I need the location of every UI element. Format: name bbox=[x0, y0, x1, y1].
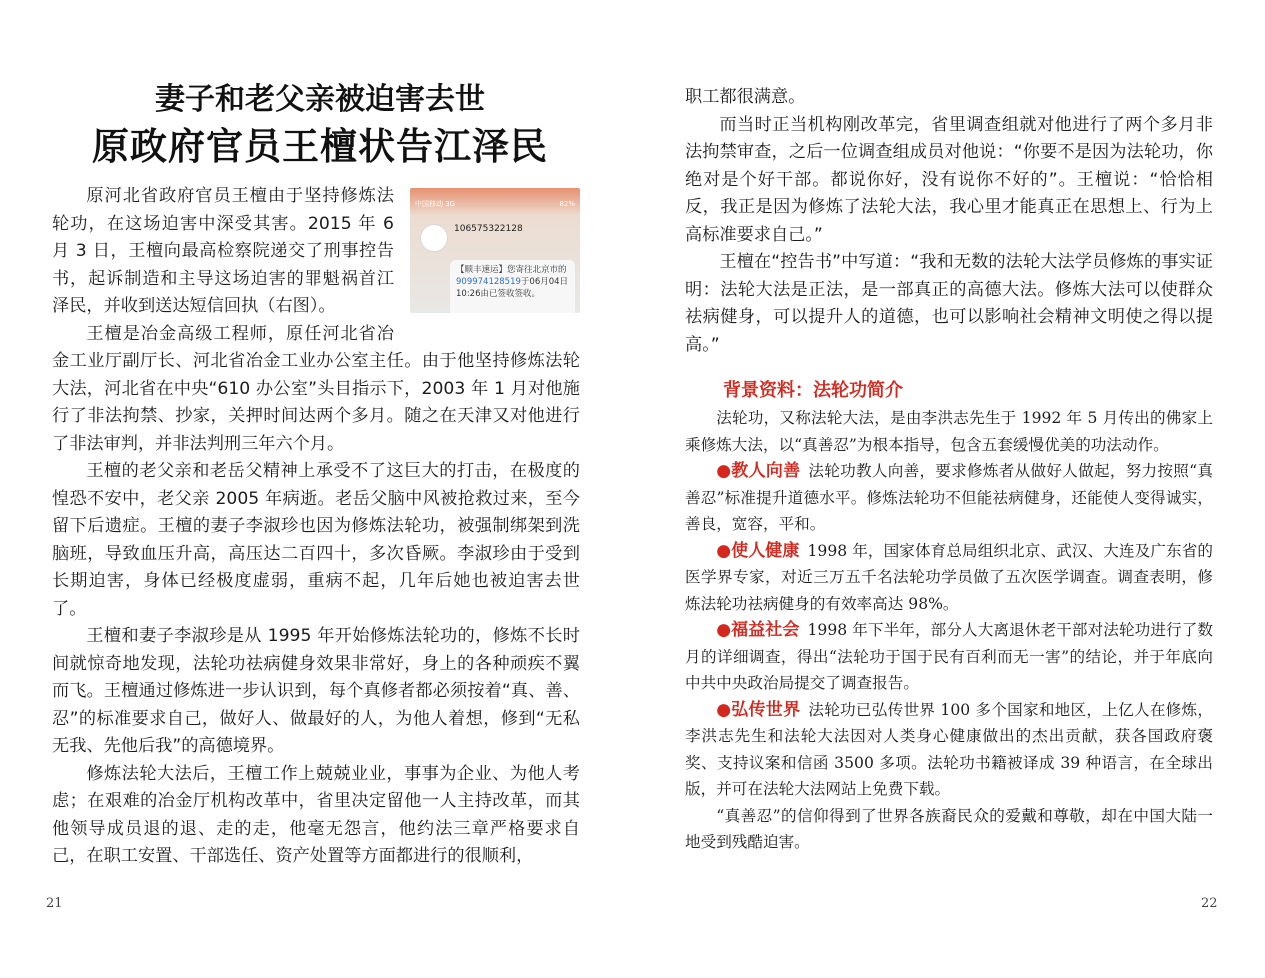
item-text: 1998 年下半年，部分人大离退休老干部对法轮功进行了数月的详细调查，得出“法轮功于国于民有百利而无一害”的结论，并于年底向中共中央政治局提交了调查报告。 bbox=[685, 621, 1213, 692]
paragraph: 王檀在“控告书”中写道：“我和无数的法轮大法学员修炼的事实证明：法轮大法是正法，是一部真正的高德大法。修炼大法可以使群众祛病健身，可以提升人的道德，也可以影响社会精神文明使之得以提高。” bbox=[685, 252, 1213, 355]
background-heading: 背景资料：法轮功简介 bbox=[723, 380, 903, 401]
item-label: ●使人健康 bbox=[716, 540, 800, 561]
right-article-body bbox=[685, 84, 1213, 359]
item-text: 1998 年，国家体育总局组织北京、武汉、大连及广东省的医学界专家，对近三万五千名法轮功学员做了五次医学调查。调查表明，修炼法轮功祛病健身的有效率高达 98%。 bbox=[685, 541, 1213, 613]
article-title-line1: 妻子和老父亲被迫害去世 bbox=[155, 82, 485, 117]
battery-label: 82% bbox=[559, 200, 575, 208]
paragraph: 王檀是冶金高级工程师，原任河北省冶金工业厅副厅长、河北省冶金工业办公室主任。由于他坚持修炼法轮大法，河北省在中央“610 办公室”头目指示下，2003 年 1 月对他施行了非法拘禁、抄家，关押时间达两个多月。随之在天津又对他进行了非法审判，并非法判刑三年六个月。 bbox=[52, 323, 580, 454]
carrier-label: 中国移动 3G bbox=[415, 200, 456, 208]
sms-text-part1: 【顺丰速运】您寄往北京市的 bbox=[456, 265, 567, 275]
page-number: 21 bbox=[46, 896, 63, 911]
paragraph: 修炼法轮大法后，王檀工作上兢兢业业，事事为企业、为他人考虑；在艰难的冶金厅机构改革中，省里决定留他一人主持改革，而其他领导成员退的退、走的走，他毫无怨言，他约法三章严格要求自己，在职工安置、干部选任、资产处置等方面都进行的很顺利， bbox=[52, 763, 580, 866]
sms-message-bubble bbox=[450, 260, 575, 313]
sms-text-part2: 于06月04日10:26由已签收签收。 bbox=[456, 277, 569, 299]
phone-status-bar bbox=[415, 191, 575, 219]
left-page bbox=[0, 0, 632, 978]
article-title-line2: 原政府官员王檀状告江泽民 bbox=[92, 124, 548, 168]
page-number: 22 bbox=[1201, 896, 1218, 911]
tracking-number-link: 909974128519 bbox=[456, 277, 521, 287]
right-page bbox=[633, 0, 1265, 978]
item-text: 法轮功已弘传世界 100 多个国家和地区，上亿人在修炼，李洪志先生和法轮大法因对人类身心健康做出的杰出贡献，获各国政府褒奖、支持议案和信函 3500 多项。法轮功书籍被译成 39 种语言，在全球出版，并可在法轮大法网站上免费下载。 bbox=[685, 700, 1213, 798]
item-label: ●福益社会 bbox=[716, 620, 800, 640]
item-text: 法轮功教人向善，要求修炼者从做好人做起，努力按照“真善忍”标准提升道德水平。修炼法轮功不但能祛病健身，还能使人变得诚实，善良，宽容，平和。 bbox=[685, 462, 1213, 533]
paragraph: 原河北省政府官员王檀由于坚持修炼法轮功，在这场迫害中深受其害。2015 年 6 月 3 日，王檀向最高检察院递交了刑事控告书，起诉制造和主导这场迫害的罪魁祸首江泽民，并收到送达短信回执（右图）。 bbox=[52, 186, 394, 316]
paragraph: 而当时正当机构刚改革完，省里调查组就对他进行了两个多月非法拘禁审查，之后一位调查组成员对他说：“你要不是因为法轮功，你绝对是个好干部。都说你好，没有说你不好的”。王檀说：“恰恰相反，我正是因为修炼了法轮大法，我心里才能真正在思想上、行为上高标准要求自己。” bbox=[685, 114, 1213, 245]
left-article-body bbox=[52, 183, 580, 871]
sms-sender-number: 106575322128 bbox=[454, 224, 523, 234]
paragraph: 王檀的老父亲和老岳父精神上承受不了这巨大的打击，在极度的惶恐不安中，老父亲 2005 年病逝。老岳父脑中风被抢救过来，至今留下后遗症。王檀的妻子李淑珍也因为修炼法轮功，被强制绑架到洗脑班，导致血压升高，高压达二百四十，多次昏厥。李淑珍由于受到长期迫害，身体已经极度虚弱，重病不起，几年后她也被迫害去世了。 bbox=[52, 461, 580, 619]
background-section bbox=[685, 405, 1213, 856]
background-item bbox=[685, 697, 1213, 803]
background-item bbox=[685, 458, 1213, 538]
closing-paragraph: “真善忍”的信仰得到了世界各族裔民众的爱戴和尊敬，却在中国大陆一地受到残酷迫害。 bbox=[685, 806, 1213, 851]
avatar-icon bbox=[420, 224, 448, 252]
paragraph: 职工都很满意。 bbox=[685, 87, 806, 107]
background-item bbox=[685, 617, 1213, 697]
background-item bbox=[685, 538, 1213, 618]
paragraph: 王檀和妻子李淑珍是从 1995 年开始修炼法轮功的，修炼不长时间就惊奇地发现，法轮功祛病健身效果非常好，身上的各种顽疾不翼而飞。王檀通过修炼进一步认识到，每个真修者都必须按着“真、善、忍”的标准要求自己，做好人、做最好的人，为他人着想，修到“无私无我、先他后我”的高德境界。 bbox=[52, 626, 580, 756]
item-label: ●教人向善 bbox=[716, 461, 801, 481]
background-intro: 法轮功，又称法轮大法，是由李洪志先生于 1992 年 5 月传出的佛家上乘修炼大法，以“真善忍”为根本指导，包含五套缓慢优美的功法动作。 bbox=[685, 409, 1213, 454]
item-label: ●弘传世界 bbox=[716, 699, 801, 720]
sms-receipt-photo bbox=[410, 188, 580, 313]
